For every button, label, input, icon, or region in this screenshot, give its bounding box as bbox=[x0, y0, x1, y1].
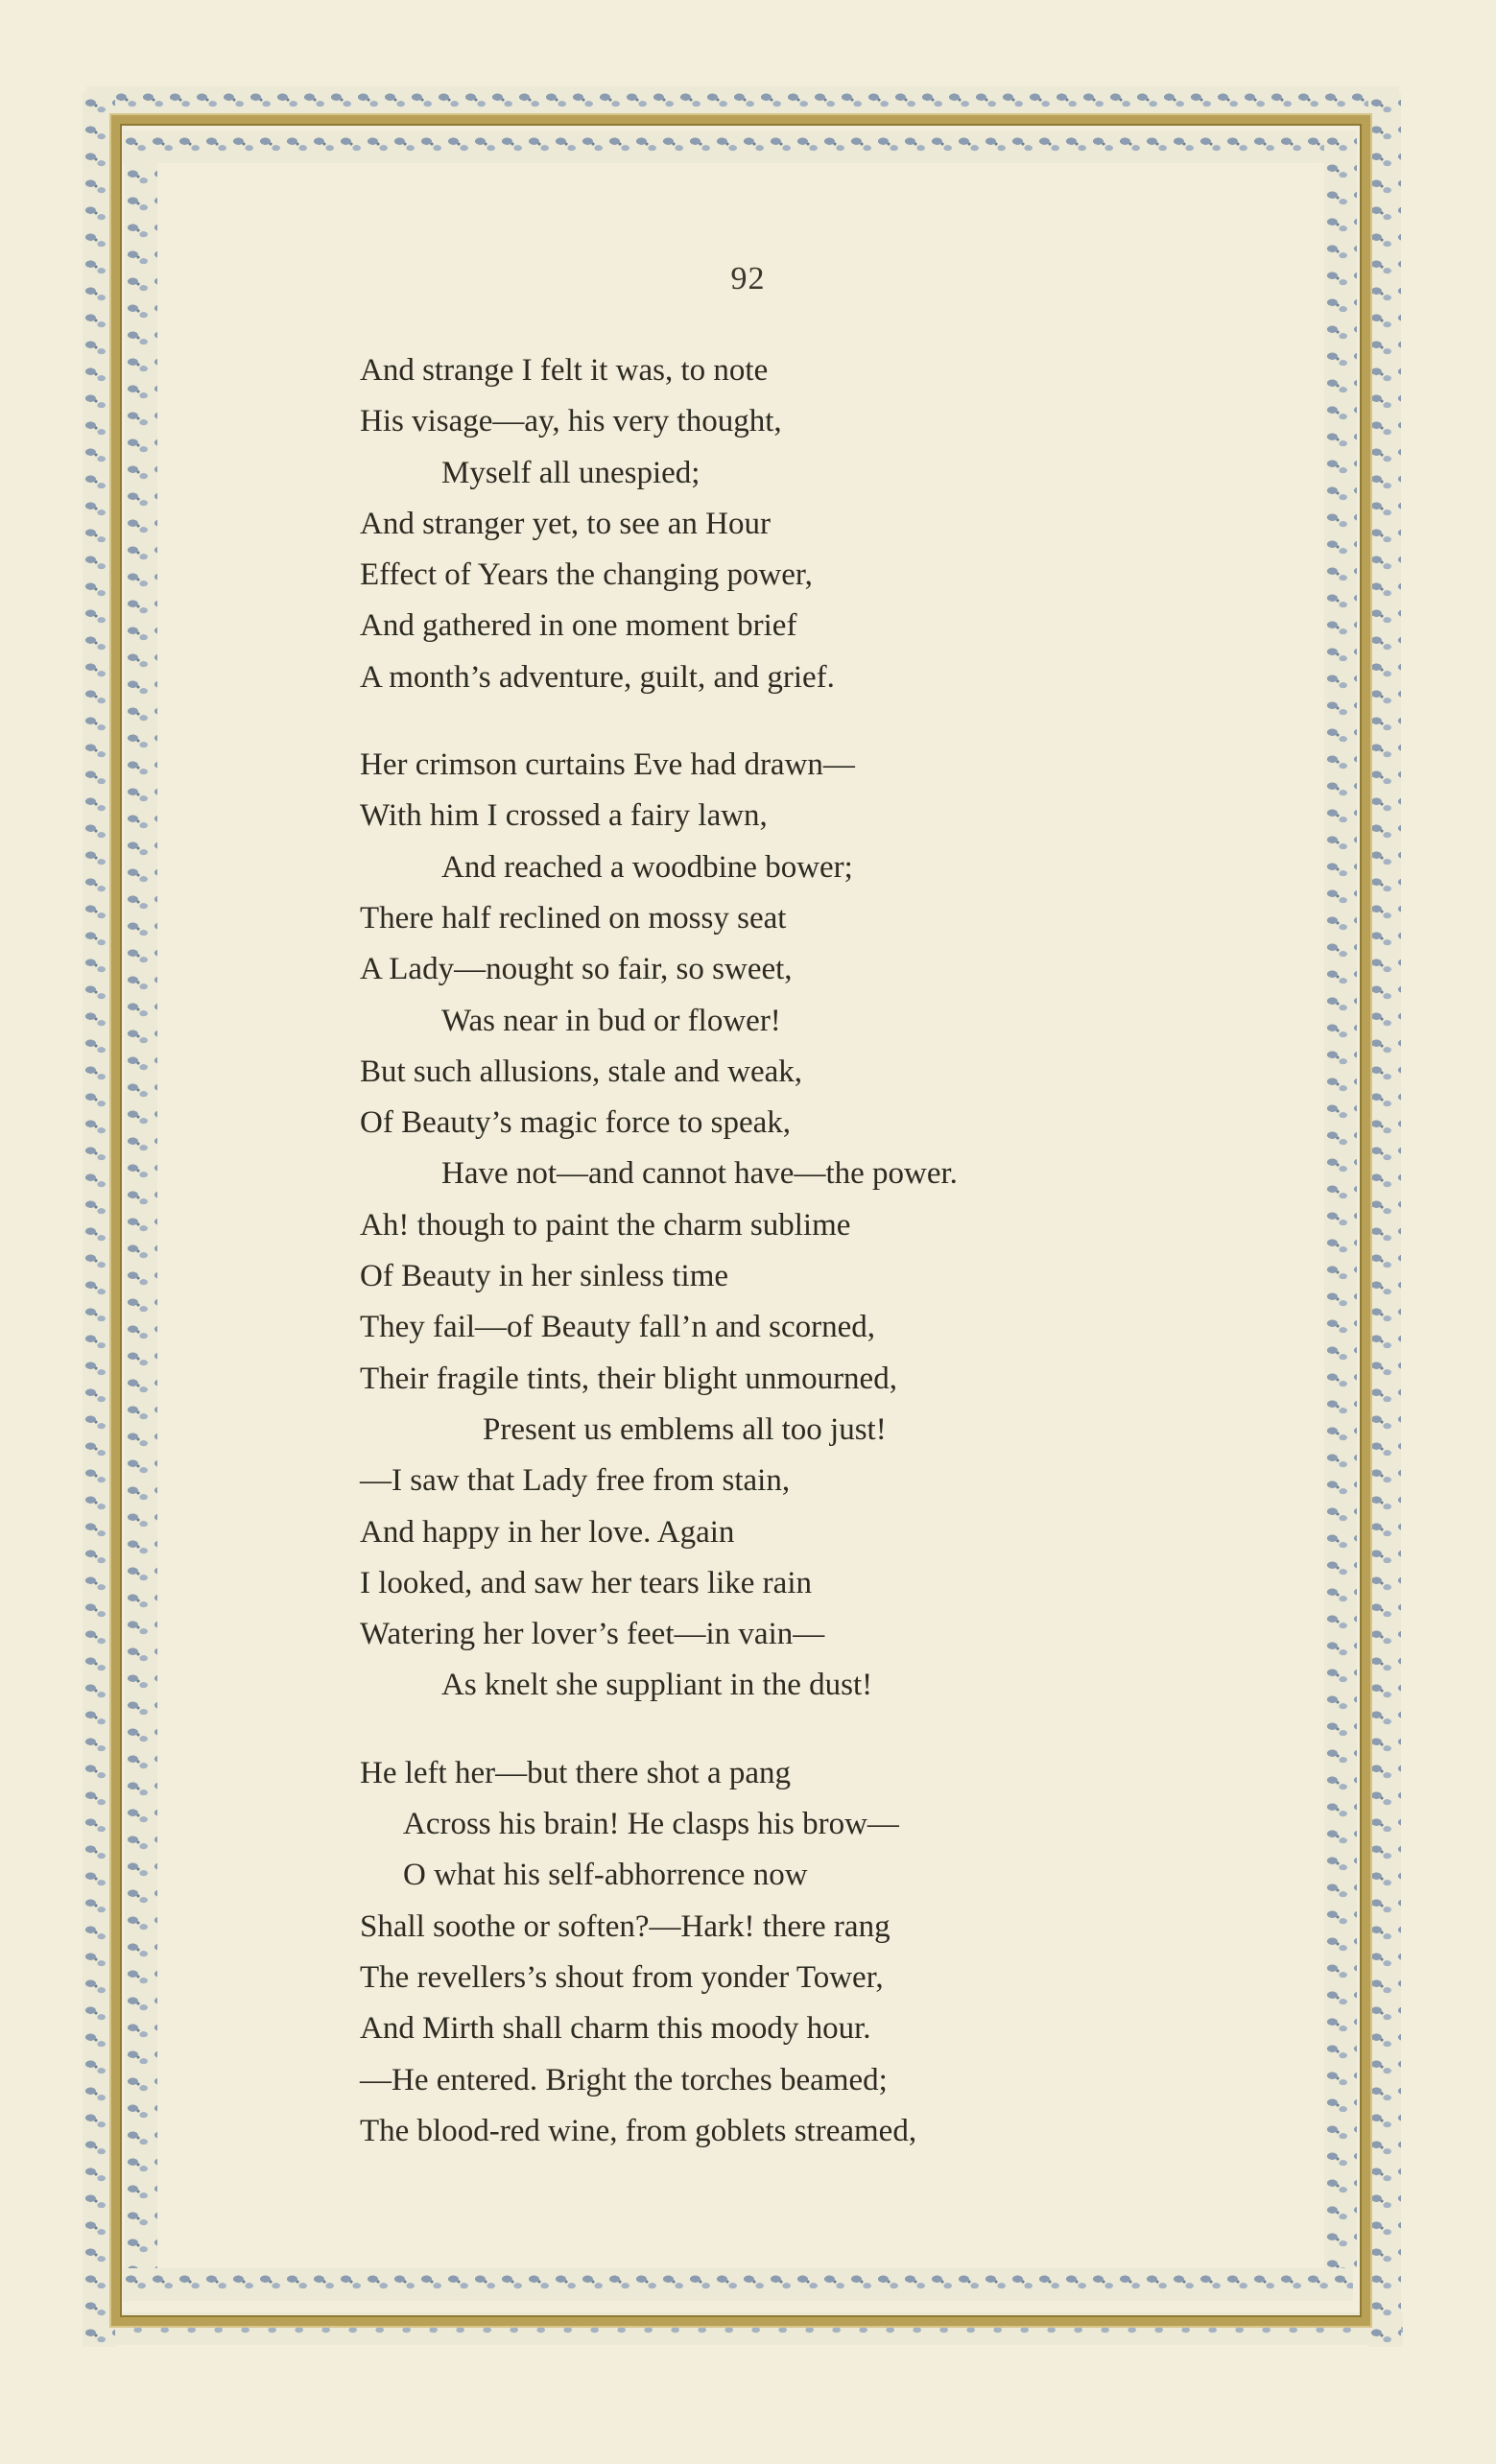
poem-line: Their fragile tints, their blight unmourned, bbox=[360, 1361, 897, 1396]
poem-line: Across his brain! He clasps his brow— bbox=[403, 1807, 899, 1842]
poem-line: And happy in her love. Again bbox=[360, 1514, 735, 1550]
poem-line: Watering her lover’s feet—in vain— bbox=[360, 1617, 825, 1652]
poem-line: —I saw that Lady free from stain, bbox=[360, 1463, 791, 1499]
border-top-outer bbox=[86, 86, 1399, 119]
poem-line: Present us emblems all too just! bbox=[483, 1411, 887, 1447]
poem-text bbox=[360, 345, 1128, 2157]
poem-line: Of Beauty’s magic force to speak, bbox=[360, 1105, 792, 1141]
poem-line: Of Beauty in her sinless time bbox=[360, 1259, 729, 1294]
poem-line: And gathered in one moment brief bbox=[360, 608, 797, 644]
poem-line: As knelt she suppliant in the dust! bbox=[441, 1668, 873, 1703]
poem-line: Her crimson curtains Eve had drawn— bbox=[360, 747, 855, 783]
poem-line: And reached a woodbine bower; bbox=[441, 849, 853, 885]
poem-line: Was near in bud or flower! bbox=[441, 1003, 781, 1038]
poem-line: They fail—of Beauty fall’n and scorned, bbox=[360, 1310, 875, 1345]
poem-line: Have not—and cannot have—the power. bbox=[441, 1156, 958, 1192]
poem-line: —He entered. Bright the torches beamed; bbox=[360, 2062, 888, 2097]
poem-line: But such allusions, stale and weak, bbox=[360, 1054, 803, 1089]
stanza-gap bbox=[360, 703, 1128, 740]
poem-line: There half reclined on mossy seat bbox=[360, 900, 787, 936]
poem-line: And strange I felt it was, to note bbox=[360, 353, 769, 388]
poem-line: A Lady—nought so fair, so sweet, bbox=[360, 952, 793, 987]
poem-line: Effect of Years the changing power, bbox=[360, 557, 813, 593]
poem-line: His visage—ay, his very thought, bbox=[360, 404, 782, 439]
stanza-gap bbox=[360, 1712, 1128, 1748]
poem-line: The revellers’s shout from yonder Tower, bbox=[360, 1959, 884, 1995]
border-right-outer bbox=[1368, 92, 1401, 2347]
page-number: 92 bbox=[730, 261, 766, 296]
border-left-outer bbox=[83, 92, 115, 2347]
poem-line: The blood-red wine, from goblets streamed, bbox=[360, 2113, 917, 2148]
poem-line: O what his self-abhorrence now bbox=[403, 1858, 808, 1893]
poem-line: And Mirth shall charm this moody hour. bbox=[360, 2011, 871, 2047]
poem-line: I looked, and saw her tears like rain bbox=[360, 1565, 812, 1600]
poem-line: With him I crossed a fairy lawn, bbox=[360, 798, 768, 834]
poem-line: Myself all unespied; bbox=[441, 455, 701, 490]
poem-line: He left her—but there shot a pang bbox=[360, 1755, 792, 1790]
poem-line: And stranger yet, to see an Hour bbox=[360, 506, 771, 541]
poem-line: Ah! though to paint the charm sublime bbox=[360, 1207, 851, 1243]
poem-line: A month’s adventure, guilt, and grief. bbox=[360, 659, 835, 695]
poem-line: Shall soothe or soften?—Hark! there rang bbox=[360, 1908, 890, 1944]
